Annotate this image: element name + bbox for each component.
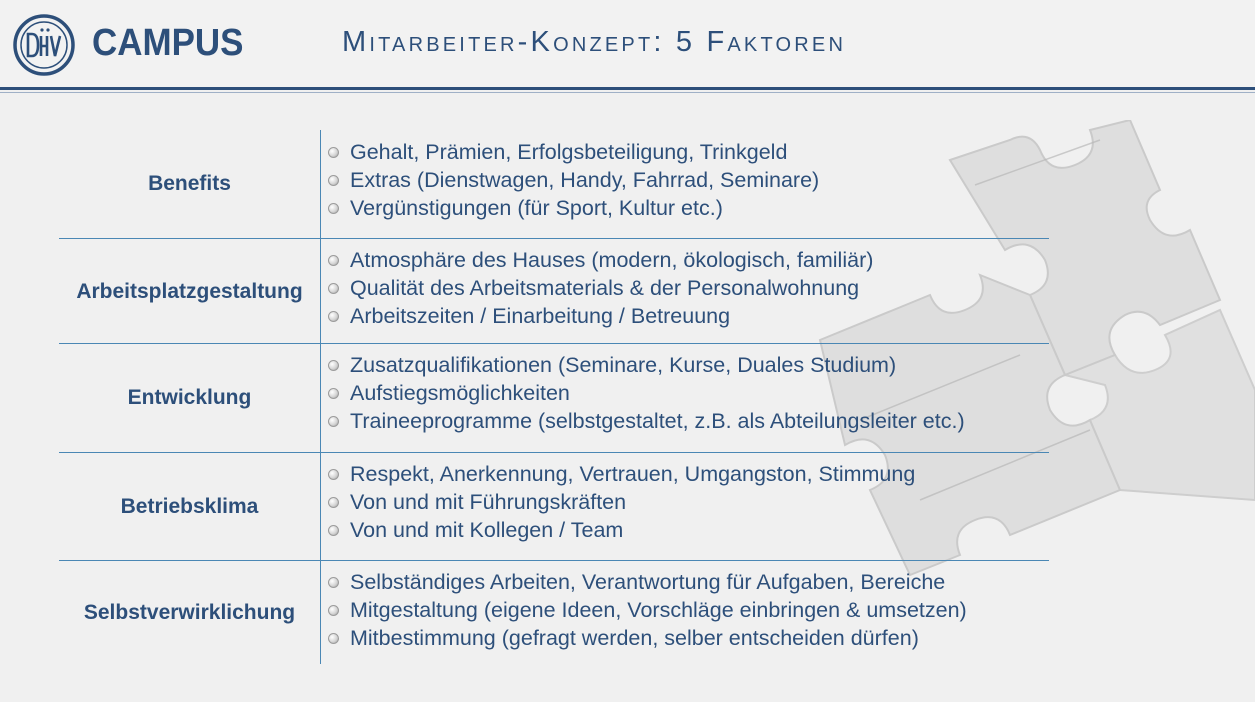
bullet-icon [328,388,339,399]
list-item: Zusatzqualifikationen (Seminare, Kurse, Duales Studium) [328,351,965,379]
bullet-icon [328,497,339,508]
bullet-icon [328,283,339,294]
category-benefits: Benefits [148,172,231,195]
bullet-icon [328,633,339,644]
list-item: Von und mit Kollegen / Team [328,516,915,544]
factor-list [328,568,967,652]
row-divider [59,452,1049,453]
row-divider [59,560,1049,561]
row-divider [59,343,1049,344]
bullet-icon [328,577,339,588]
category-arbeitsplatzgestaltung: Arbeitsplatzgestaltung [76,280,303,303]
row-divider [59,238,1049,239]
list-item: Von und mit Führungskräften [328,488,915,516]
list-item: Mitbestimmung (gefragt werden, selber entscheiden dürfen) [328,624,967,652]
slide-header [0,0,1255,88]
bullet-icon [328,175,339,186]
factor-list [328,138,819,222]
logo-wordmark: CAMPUS [92,22,244,64]
factor-list [328,351,965,435]
list-item: Qualität des Arbeitsmaterials & der Personalwohnung [328,274,873,302]
list-item: Mitgestaltung (eigene Ideen, Vorschläge einbringen & umsetzen) [328,596,967,624]
table-column-divider [320,130,321,664]
list-item: Extras (Dienstwagen, Handy, Fahrrad, Seminare) [328,166,819,194]
bullet-icon [328,360,339,371]
bullet-icon [328,469,339,480]
list-item: Atmosphäre des Hauses (modern, ökologisch, familiär) [328,246,873,274]
list-item: Arbeitszeiten / Einarbeitung / Betreuung [328,302,873,330]
factor-list [328,460,915,544]
header-divider-thin [0,92,1255,93]
bullet-icon [328,416,339,427]
factor-list [328,246,873,330]
header-divider [0,87,1255,90]
bullet-icon [328,311,339,322]
list-item: Selbständiges Arbeiten, Verantwortung für Aufgaben, Bereiche [328,568,967,596]
list-item: Gehalt, Prämien, Erfolgsbeteiligung, Trinkgeld [328,138,819,166]
bullet-icon [328,203,339,214]
category-entwicklung: Entwicklung [127,386,252,409]
bullet-icon [328,525,339,536]
bullet-icon [328,605,339,616]
list-item: Traineeprogramme (selbstgestaltet, z.B. als Abteilungsleiter etc.) [328,407,965,435]
category-betriebsklima: Betriebsklima [120,495,259,518]
list-item: Aufstiegsmöglichkeiten [328,379,965,407]
dhv-seal-logo-icon [13,14,75,76]
list-item: Vergünstigungen (für Sport, Kultur etc.) [328,194,819,222]
bullet-icon [328,147,339,158]
list-item: Respekt, Anerkennung, Vertrauen, Umgangston, Stimmung [328,460,915,488]
category-selbstverwirklichung: Selbstverwirklichung [83,601,296,624]
bullet-icon [328,255,339,266]
slide-title: Mitarbeiter-Konzept: 5 Faktoren [342,26,847,58]
